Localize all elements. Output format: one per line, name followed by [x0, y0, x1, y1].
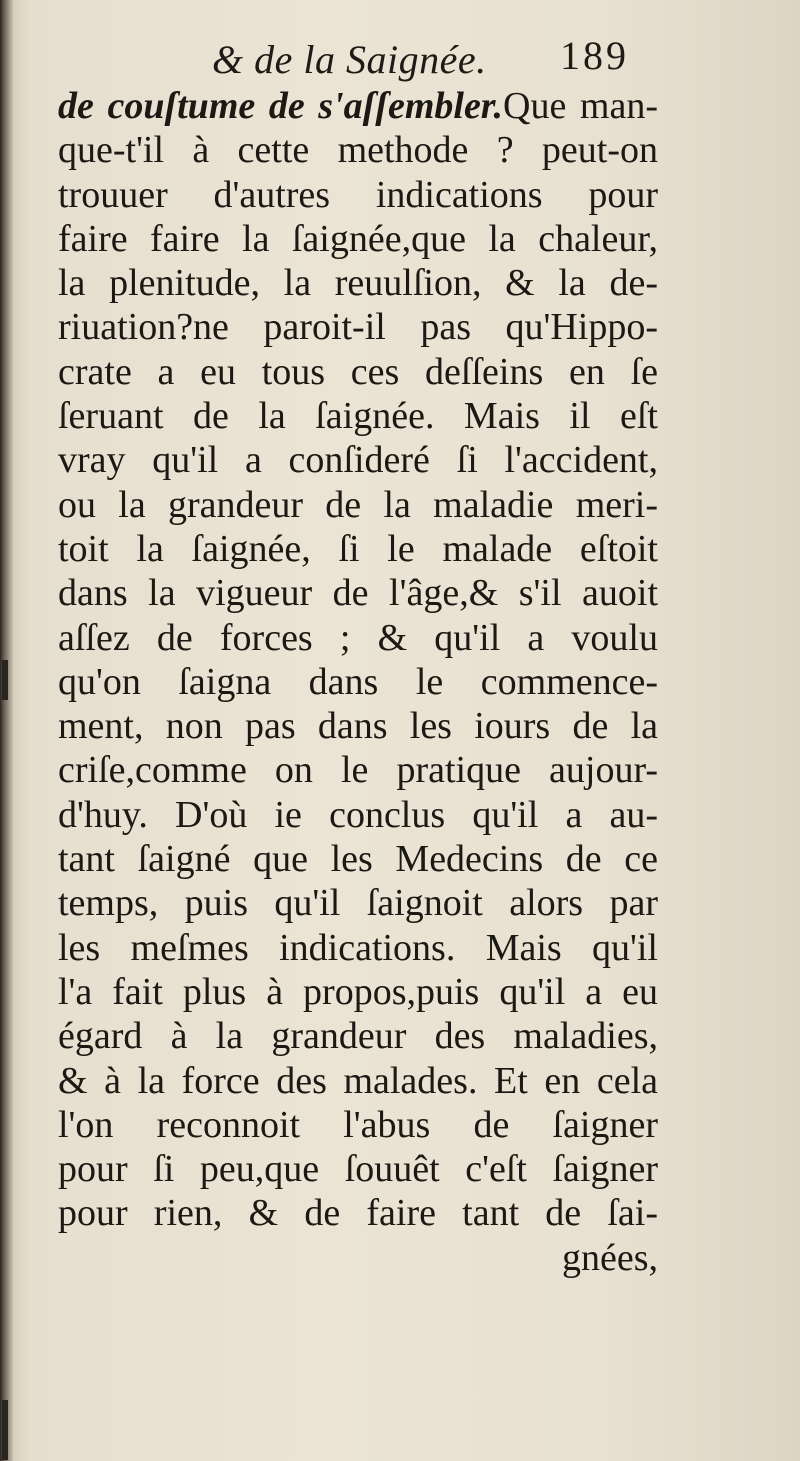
- text-line: temps, puis qu'il ſaignoit alors par: [58, 882, 658, 925]
- text-line: pour ſi peu,que ſouuêt c'eſt ſaigner: [58, 1148, 658, 1191]
- text-line: faire faire la ſaignée,que la chaleur,: [58, 217, 658, 260]
- text-line: tant ſaigné que les Medecins de ce: [58, 838, 658, 881]
- text-line: les meſmes indications. Mais qu'il: [58, 926, 658, 969]
- binding-mark: [2, 1400, 8, 1460]
- text-line: crate a eu tous ces deſſeins en ſe: [58, 350, 658, 393]
- text-line: égard à la grandeur des maladies,: [58, 1015, 658, 1058]
- text-line: qu'on ſaigna dans le commence-: [58, 660, 658, 703]
- text-line: toit la ſaignée, ſi le malade eſtoit: [58, 527, 658, 570]
- text-line: aſſez de forces ; & qu'il a voulu: [58, 616, 658, 659]
- running-head: [0, 32, 800, 88]
- text-line: vray qu'il a conſideré ſi l'accident,: [58, 439, 658, 482]
- text-fragment: Que man-: [503, 85, 658, 127]
- text-line: la plenitude, la reuulſion, & la de-: [58, 262, 658, 305]
- text-line: l'a fait plus à propos,puis qu'il a eu: [58, 970, 658, 1013]
- body-text: [58, 84, 658, 1280]
- running-title: & de la Saignée.: [212, 37, 487, 82]
- text-line: ment, non pas dans les iours de la: [58, 705, 658, 748]
- text-line: [58, 84, 658, 128]
- binding-mark: [2, 660, 8, 700]
- text-line: trouuer d'autres indications pour: [58, 173, 658, 216]
- catchword: gnées,: [561, 1236, 658, 1279]
- text-line: dans la vigueur de l'âge,& s'il auoit: [58, 572, 658, 615]
- text-line: pour rien, & de faire tant de ſai-: [58, 1192, 658, 1235]
- text-line: ou la grandeur de la maladie meri-: [58, 483, 658, 526]
- text-line: d'huy. D'où ie conclus qu'il a au-: [58, 793, 658, 836]
- text-line: & à la force des malades. Et en cela: [58, 1059, 658, 1102]
- page-number: 189: [560, 33, 629, 78]
- text-line: ſeruant de la ſaignée. Mais il eſt: [58, 395, 658, 438]
- text-line: l'on reconnoit l'abus de ſaigner: [58, 1103, 658, 1146]
- italic-phrase: de couſtume de s'aſſembler.: [58, 85, 503, 127]
- text-line: que-t'il à cette methode ? peut-on: [58, 129, 658, 172]
- text-line: criſe,comme on le pratique aujour-: [58, 749, 658, 792]
- text-line: riuation?ne paroit-il pas qu'Hippo-: [58, 306, 658, 349]
